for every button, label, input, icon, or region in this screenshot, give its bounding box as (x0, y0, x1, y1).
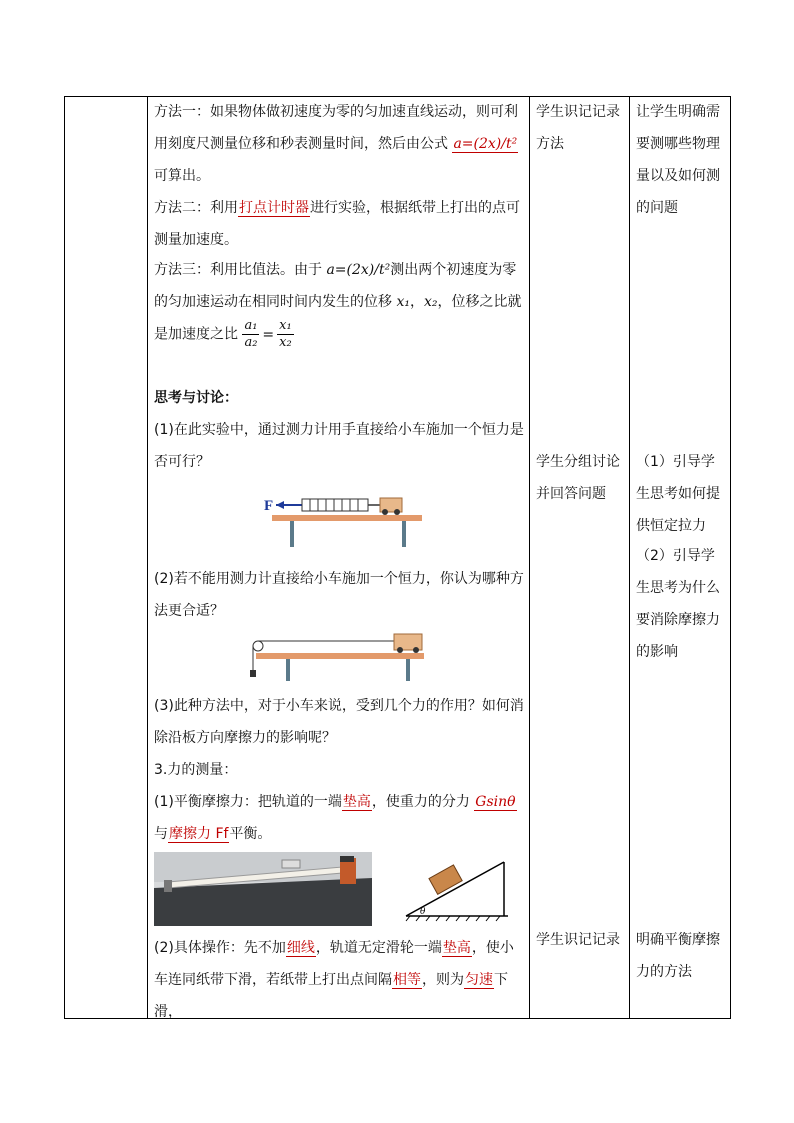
formula-acceleration: a=(2x)/t² (453, 136, 518, 152)
balance-friction: (1)平衡摩擦力：把轨道的一端垫高，使重力的分力 Gsinθ与摩擦力 Ff平衡。 (154, 794, 516, 842)
method-two: 方法二：利用打点计时器进行实验，根据纸带上打出的点可测量加速度。 (154, 200, 520, 248)
method-three: 方法三：利用比值法。由于 a=(2x)/t²测出两个初速度为零的匀加速运动在相同时间内发生的位移 x₁，x₂，位移之比就是加速度之比 $\frac{\text{a₁}}{\text{a₂}}$ = $\frac{\text{x₁}}{\text{x₂}}$ (154, 262, 522, 350)
figure-track-photo (154, 852, 372, 926)
design-intent-3: 明确平衡摩擦力的方法 (636, 932, 720, 980)
term-gravity-component: Gsinθ (475, 794, 516, 810)
term-raise: 垫高 (342, 794, 371, 810)
student-activity-3: 学生识记记录 (536, 932, 620, 948)
design-intent-1: 让学生明确需要测哪些物理量以及如何测的问题 (636, 104, 720, 216)
formula-acceleration-2: a=(2x)/t² (326, 262, 391, 278)
figure-incline (404, 858, 510, 924)
question-3: (3)此种方法中，对于小车来说，受到几个力的作用？如何消除沿板方向摩擦力的影响呢？ (154, 698, 524, 746)
student-activity-1: 学生识记记录方法 (536, 104, 620, 152)
method-one: 方法一：如果物体做初速度为零的匀加速直线运动，则可利用刻度尺测量位移和秒表测量时间，然后由公式 a=(2x)/t²可算出。 (154, 104, 518, 184)
design-intent-2b: （2）引导学生思考为什么要消除摩擦力的影响 (636, 548, 720, 660)
question-1: (1)在此实验中，通过测力计用手直接给小车施加一个恒力是否可行？ (154, 422, 524, 470)
term-equal: 相等 (393, 972, 421, 988)
term-raise-2: 垫高 (442, 940, 471, 956)
ratio-a: $\frac{\text{a₁}}{\text{a₂}}$ (244, 318, 258, 350)
student-activity-2: 学生分组讨论并回答问题 (536, 454, 620, 502)
term-timer: 打点计时器 (239, 200, 309, 216)
figure-pulley-cart (246, 630, 430, 682)
discussion-title: 思考与讨论： (154, 390, 238, 406)
ratio-x: $\frac{\text{x₁}}{\text{x₂}}$ (279, 318, 292, 350)
question-2: (2)若不能用测力计直接给小车施加一个恒力，你认为哪种方法更合适？ (154, 571, 524, 619)
procedure: (2)具体操作：先不加细线，轨道无定滑轮一端垫高，使小车连同纸带下滑，若纸带上打出点间隔相等，则为匀速下滑， (154, 940, 514, 1020)
term-uniform: 匀速 (465, 972, 493, 988)
section-force-measurement: 3.力的测量： (154, 762, 238, 778)
col-divider-1 (147, 96, 148, 1018)
angle-label: θ (420, 907, 426, 917)
term-friction: 摩擦力 Ff (169, 826, 229, 842)
term-string: 细线 (286, 940, 315, 956)
figure-spring-scale-cart (262, 490, 432, 550)
col-divider-3 (629, 96, 630, 1018)
design-intent-2a: （1）引导学生思考如何提供恒定拉力 (636, 454, 720, 534)
force-label: F (264, 498, 274, 514)
col-divider-2 (529, 96, 530, 1018)
